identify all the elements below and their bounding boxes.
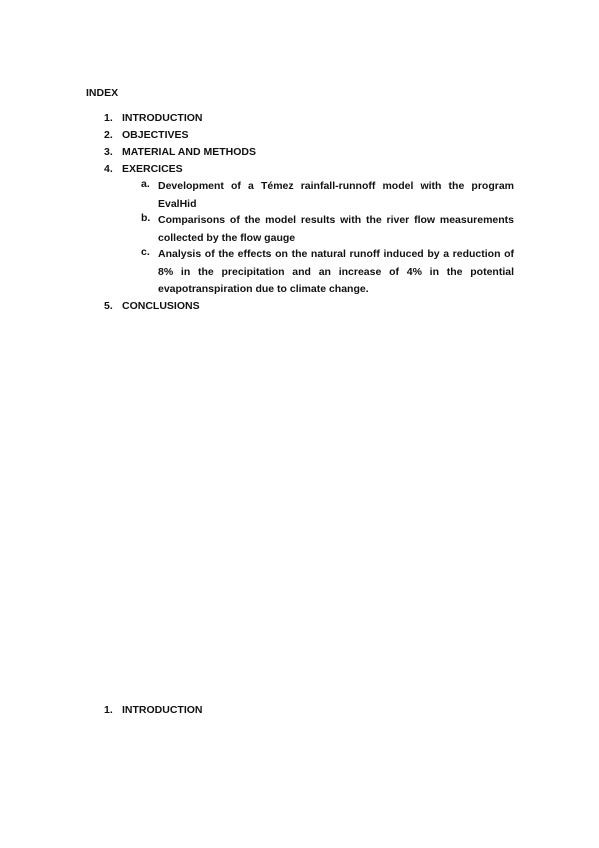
section-title: INTRODUCTION <box>122 704 203 716</box>
index-item-material-and-methods <box>104 145 256 160</box>
section-heading-introduction <box>104 703 203 718</box>
index-item-introduction <box>104 111 203 126</box>
exercise-letter: b. <box>141 212 151 224</box>
index-heading: INDEX <box>86 87 119 99</box>
index-item-label: MATERIAL AND METHODS <box>122 146 256 158</box>
exercise-text: Development of a Témez rainfall-runnoff model with the program EvalHid <box>158 180 514 210</box>
index-item-number: 1. <box>104 112 113 124</box>
index-item-exercices <box>104 162 183 177</box>
index-item-number: 3. <box>104 146 113 158</box>
index-item-number: 4. <box>104 163 113 175</box>
index-item-number: 2. <box>104 129 113 141</box>
exercise-text: Analysis of the effects on the natural runoff induced by a reduction of 8% in the precipitation and an increase of 4% in the potential evapotranspiration due to climate change. <box>158 248 514 295</box>
index-item-objectives <box>104 128 189 143</box>
index-item-label: OBJECTIVES <box>122 129 189 141</box>
index-item-conclusions <box>104 299 200 314</box>
index-item-label: INTRODUCTION <box>122 112 203 124</box>
index-item-label: EXERCICES <box>122 163 183 175</box>
exercise-text: Comparisons of the model results with the river flow measurements collected by the flow gauge <box>158 214 514 244</box>
exercise-letter: a. <box>141 178 150 190</box>
index-item-number: 5. <box>104 300 113 312</box>
exercise-letter: c. <box>141 246 150 258</box>
section-number: 1. <box>104 704 113 716</box>
index-item-label: CONCLUSIONS <box>122 300 200 312</box>
